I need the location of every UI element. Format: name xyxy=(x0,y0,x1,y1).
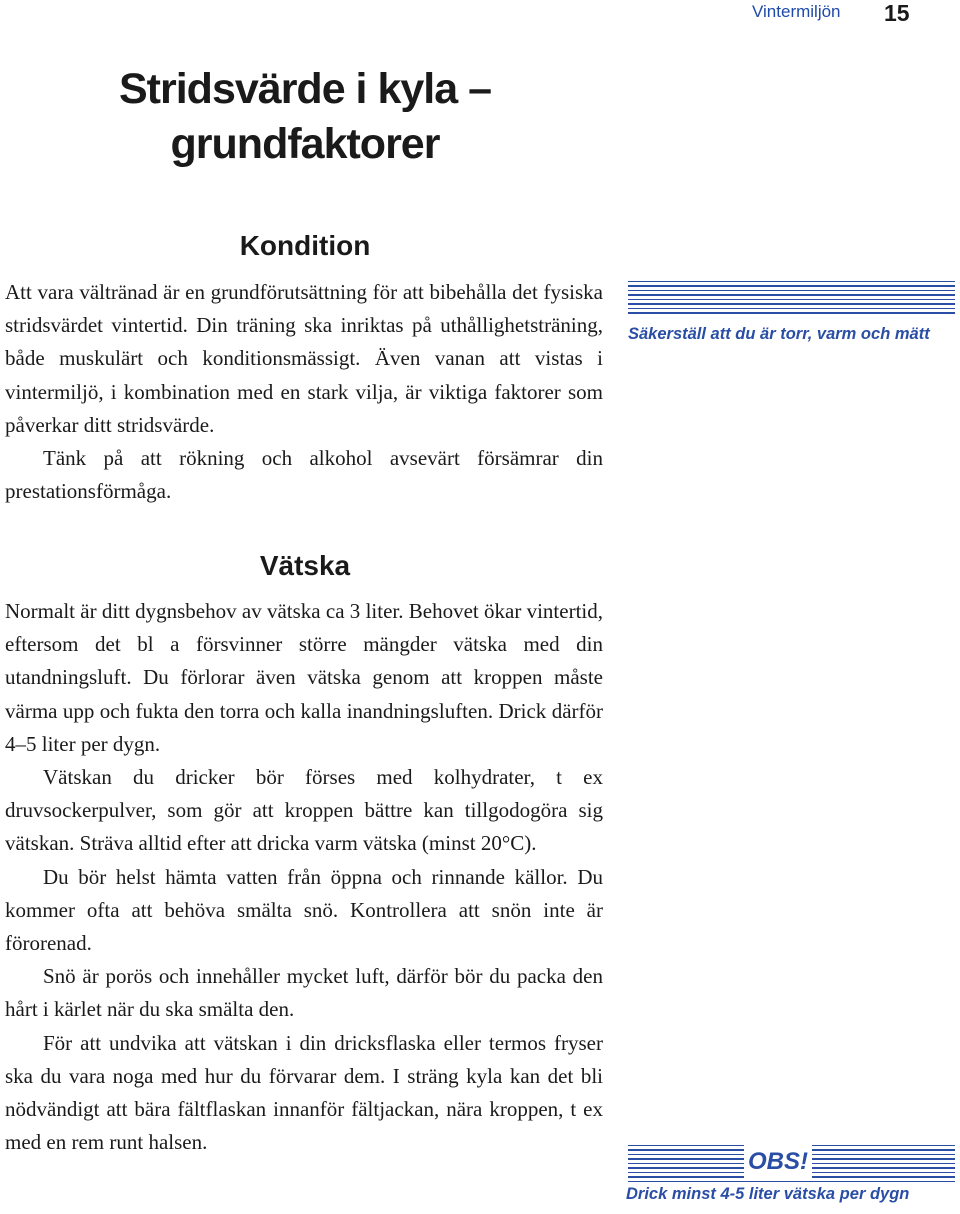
sidebar-rule-lines xyxy=(628,281,955,317)
page-title xyxy=(0,62,610,172)
page-title-line-1: Stridsvärde i kyla – xyxy=(119,65,491,113)
sidebar-quote: Säkerställ att du är torr, varm och mätt xyxy=(628,325,930,343)
section-heading-vatska: Vätska xyxy=(259,550,351,581)
kondition-body xyxy=(5,276,603,508)
page-title-line-2: grundfaktorer xyxy=(170,120,440,168)
page-number: 15 xyxy=(884,0,910,26)
vatska-paragraph: Normalt är ditt dygnsbehov av vätska ca 3 liter. Behovet ökar vintertid, eftersom det bl a försvinner större mängder vätska med din utandningsluft. Du förlorar även vätska genom att kroppen måste värma upp och fukta den torra och kalla inandningsluften. Drick därför 4–5 liter per dygn. xyxy=(5,599,603,756)
running-header-section: Vintermiljön xyxy=(752,2,841,21)
vatska-paragraph: Vätskan du dricker bör förses med kolhydrater, t ex druvsockerpulver, som gör att kroppen bättre kan tillgodogöra sig vätskan. Sträva alltid efter att dricka varm vätska (minst 20°C). xyxy=(5,765,603,856)
kondition-paragraph: Att vara vältränad är en grundförutsättning för att bibehålla det fysiska stridsvärdet vintertid. Din träning ska inriktas på uthållighetsträning, både muskulärt och konditionsmässigt. Även vanan att vistas i vintermiljö, i kombination med en stark vilja, är viktiga faktorer som påverkar ditt stridsvärde. xyxy=(5,280,603,437)
vatska-paragraph: Du bör helst hämta vatten från öppna och rinnande källor. Du kommer ofta att behöva smälta snö. Kontrollera att snön inte är förorenad. xyxy=(5,864,603,956)
vatska-paragraph: För att undvika att vätskan i din dricksflaska eller termos fryser ska du vara noga med hur du förvarar dem. I sträng kyla kan det bli nödvändigt att bära fältflaskan innanför fältjackan, nära kroppen, t ex med en rem runt halsen. xyxy=(5,1030,603,1155)
vatska-body xyxy=(5,595,603,1159)
obs-note: Drick minst 4-5 liter vätska per dygn xyxy=(626,1185,910,1203)
kondition-paragraph: Tänk på att rökning och alkohol avsevärt försämrar din prestationsförmåga. xyxy=(5,446,603,504)
section-heading-kondition: Kondition xyxy=(239,230,371,261)
vatska-paragraph: Snö är porös och innehåller mycket luft, därför bör du packa den hårt i kärlet när du ska smälta den. xyxy=(5,964,603,1022)
obs-label: OBS! xyxy=(744,1145,812,1179)
